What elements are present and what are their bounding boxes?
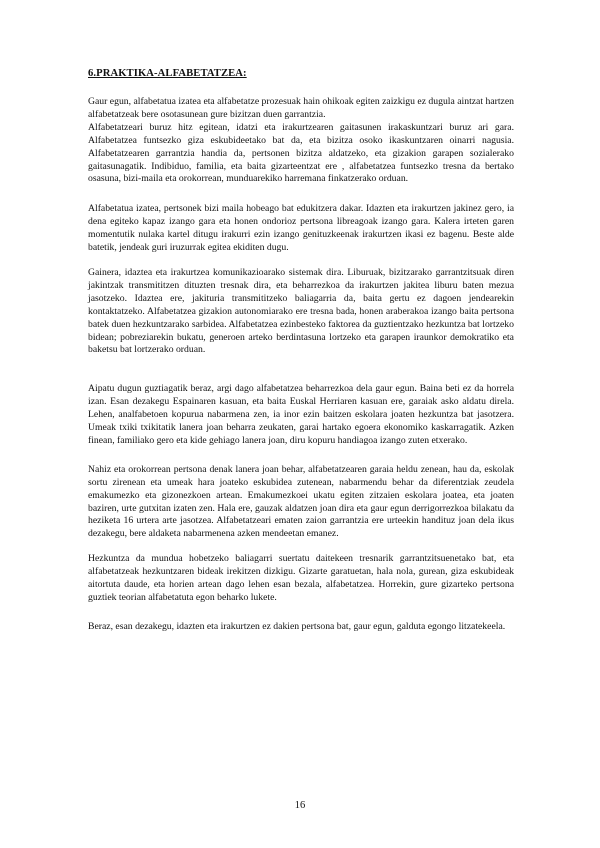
document-page: [88, 68, 514, 646]
page-number: 16: [294, 800, 306, 811]
paragraph-4: Gainera, idaztea eta irakurtzea komunikazioarako sistemak dira. Liburuak, bizitzarako garrantzitsuak diren jakintzak transmititzen dituzten tresnak dira, eta beharrezkoa da irakurtzen jakitea liburu baten mezua jasotzeko. Idaztea ere, jakituria transmititzeko baliagarria da, baita gertu ez dagoen jendearekin kontaktatzeko. Alfabetatzea gizakion autonomiarako ere tresna bada, honen araberakoa izango baita pertsona batek duen hezkuntzarako sarbidea. Alfabetatzea ezinbesteko faktorea da guztientzako hezkuntza bat lortzeko bidean; pobreziarekin bukatu, generoen arteko berdintasuna lortzeko eta garapen iraunkor demokratiko eta baketsu bat lortzerako orduan.: [88, 266, 514, 356]
paragraph-6: Nahiz eta orokorrean pertsona denak lanera joan behar, alfabetatzearen garaia heldu zenean, hau da, eskolak sortu zirenean eta umeak hara joateko eskubidea zutenean, nabarmendu behar da diferentziak zeudela emakumezko eta gizonezkoen artean. Emakumezkoei ukatu egiten zitzaien eskolara joatea, eta joaten baziren, urte gutxitan izaten zen. Hala ere, gauzak aldatzen joan dira eta gaur egun derrigorrezkoa bilakatu da heziketa 16 urtera arte jasotzea. Alfabetatzeari ematen zaion garrantzia ere urteekin handituz joan dela ikus dezakegu, bere aldaketa nabarmenena azken mendeetan emanez.: [88, 463, 514, 540]
paragraph-2: Alfabetatzeari buruz hitz egitean, idatzi eta irakurtzearen gaitasunen irakaskuntzari buruz ari gara. Alfabetatzea funtsezko giza eskubideetako bat da, eta bizitza osoko ikaskuntzaren oinarri nagusia. Alfabetatzearen garrantzia handia da, pertsonen bizitza aldatzeko, eta gizakion garapen sozialerako gaitasunagatik. Indibiduo, familia, eta baita gizarteentzat ere , alfabetatzea funtsezko tresna da bertako osasuna, bizi-maila eta orokorrean, munduarekiko harremana finkatzerako orduan.: [88, 121, 514, 185]
paragraph-8: Beraz, esan dezakegu, idazten eta irakurtzen ez dakien pertsona bat, gaur egun, galduta egongo litzatekeela.: [88, 620, 506, 632]
paragraph-1: Gaur egun, alfabetatua izatea eta alfabetatze prozesuak hain ohikoak egiten zaizkigu ez dugula aintzat hartzen alfabetatzeak bere osotasunean gure bizitzan duen garrantzia.: [88, 96, 514, 120]
paragraph-7: Hezkuntza da mundua hobetzeko baliagarri suertatu daitekeen tresnarik garrantzitsuenetako bat, eta alfabetatzeak hezkuntzaren bideak irekitzen dizkigu. Gizarte garatuetan, hala nola, gurean, giza eskubideak aitortuta daude, eta horien artean dago lehen esan bezala, alfabetatzea. Horrekin, gure gizarteko pertsona guztiek teorian alfabetatuta egon beharko lukete.: [88, 553, 514, 603]
section-heading: 6.PRAKTIKA-ALFABETATZEA:: [88, 68, 247, 79]
paragraph-5: Aipatu dugun guztiagatik beraz, argi dago alfabetatzea beharrezkoa dela gaur egun. Baina beti ez da horrela izan. Esan dezakegu Espainaren kasuan, eta baita Euskal Herriaren kasuan ere, garaiak asko aldatu direla. Lehen, analfabetoen kopurua nabarmena zen, ia inor ezin baitzen eskolara joaten hezkuntza bat jasotzera. Umeak txiki txikitatik lanera joan beharra zeukaten, garai hartako egoera ekonomiko kaskarragatik. Azken finean, familiako gero eta kide gehiago lanera joan, diru kopuru handiagoa izango zuten etxerako.: [88, 383, 514, 446]
paragraph-3: Alfabetatua izatea, pertsonek bizi maila hobeago bat edukitzera dakar. Idazten eta irakurtzen jakinez gero, ia dena egiteko kapaz izango gara eta honen ondorioz pertsona libreagoak izango gara. Kalera irteten garen momentutik nulaka kartel ditugu irakurri ezin izango genituzkeenak irakurtzen ikasi ez bagenu. Beste alde batetik, jendeak guri iruzurrak egitea ekiditen dugu.: [88, 203, 514, 254]
